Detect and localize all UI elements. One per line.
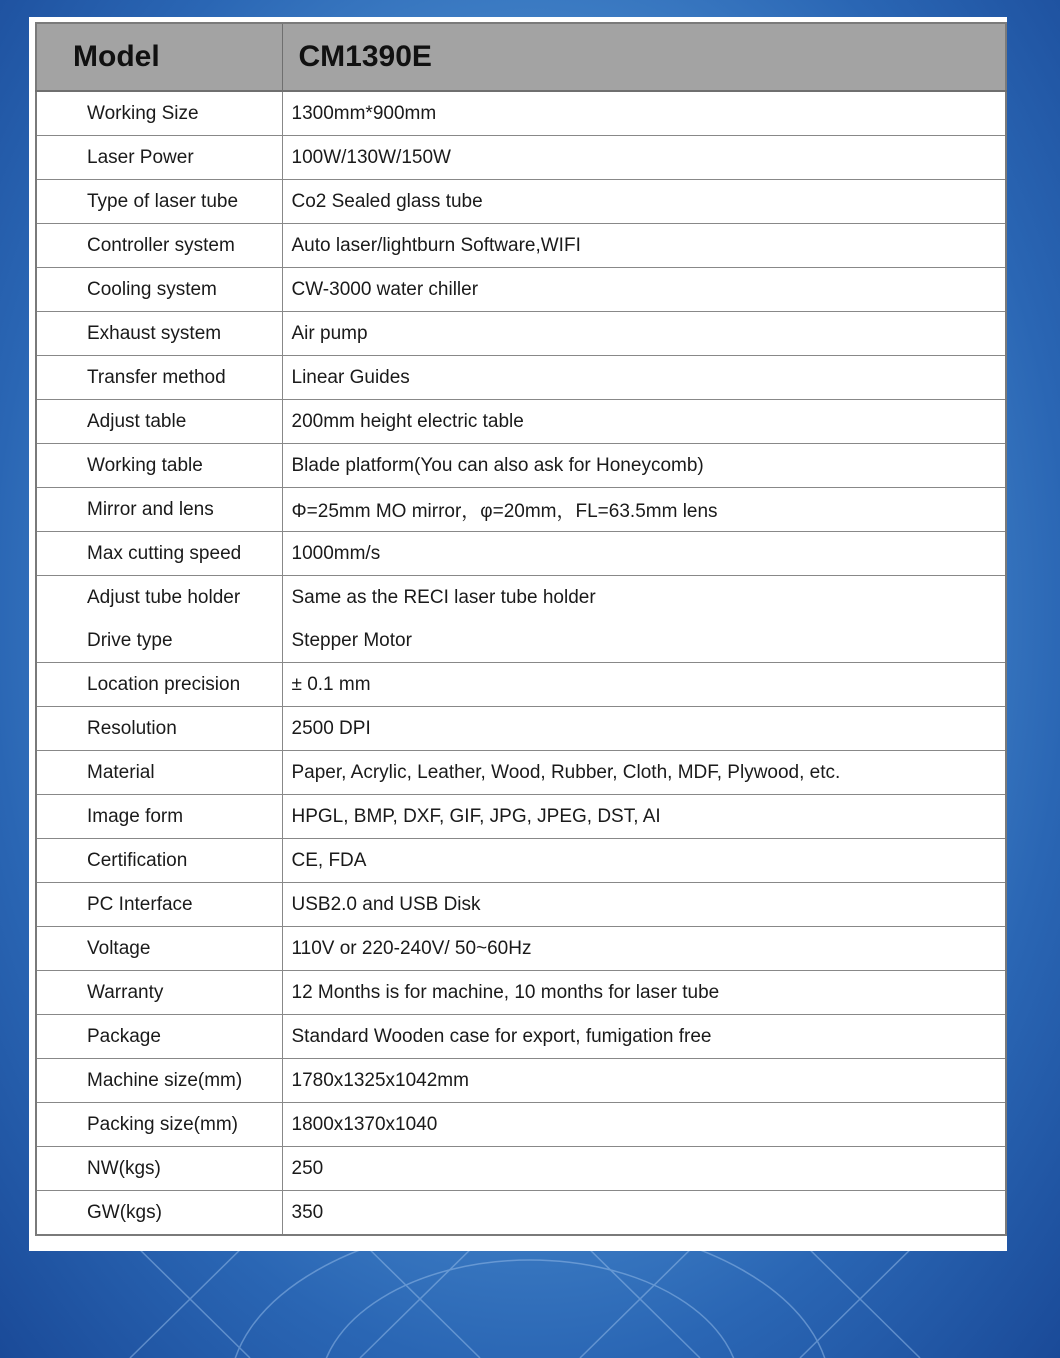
table-row: [36, 532, 1006, 576]
row-value: Air pump: [282, 312, 1006, 356]
row-value: HPGL, BMP, DXF, GIF, JPG, JPEG, DST, AI: [282, 795, 1006, 839]
row-value: USB2.0 and USB Disk: [282, 883, 1006, 927]
row-value: Φ=25mm MO mirror，φ=20mm，FL=63.5mm lens: [282, 488, 1006, 532]
table-row: [36, 488, 1006, 532]
row-label: Laser Power: [36, 136, 282, 180]
table-row: [36, 1147, 1006, 1191]
row-label: Controller system: [36, 224, 282, 268]
row-label: PC Interface: [36, 883, 282, 927]
spec-table: [35, 22, 1007, 1236]
row-value: 350: [282, 1191, 1006, 1236]
row-value: CW-3000 water chiller: [282, 268, 1006, 312]
row-value: ± 0.1 mm: [282, 663, 1006, 707]
row-label: NW(kgs): [36, 1147, 282, 1191]
row-value: Paper, Acrylic, Leather, Wood, Rubber, Cloth, MDF, Plywood, etc.: [282, 751, 1006, 795]
header-row: [36, 23, 1006, 91]
row-label: Resolution: [36, 707, 282, 751]
row-label: Working Size: [36, 91, 282, 136]
row-label: Warranty: [36, 971, 282, 1015]
row-label: Certification: [36, 839, 282, 883]
header-label: Model: [36, 23, 282, 91]
row-label: GW(kgs): [36, 1191, 282, 1236]
row-label: Adjust tube holder: [36, 576, 282, 620]
table-row: [36, 356, 1006, 400]
row-label: Image form: [36, 795, 282, 839]
table-row: [36, 136, 1006, 180]
table-row: [36, 1103, 1006, 1147]
table-row: [36, 839, 1006, 883]
row-label: Location precision: [36, 663, 282, 707]
row-value: Stepper Motor: [282, 619, 1006, 663]
row-label: Voltage: [36, 927, 282, 971]
row-label: Transfer method: [36, 356, 282, 400]
row-label: Type of laser tube: [36, 180, 282, 224]
table-row: [36, 751, 1006, 795]
table-row: [36, 268, 1006, 312]
row-label: Exhaust system: [36, 312, 282, 356]
row-value: 110V or 220-240V/ 50~60Hz: [282, 927, 1006, 971]
row-value: Blade platform(You can also ask for Honeycomb): [282, 444, 1006, 488]
row-label: Material: [36, 751, 282, 795]
row-label: Max cutting speed: [36, 532, 282, 576]
row-value: 1780x1325x1042mm: [282, 1059, 1006, 1103]
row-value: 250: [282, 1147, 1006, 1191]
row-label: Adjust table: [36, 400, 282, 444]
row-value: Standard Wooden case for export, fumigation free: [282, 1015, 1006, 1059]
row-value: 12 Months is for machine, 10 months for laser tube: [282, 971, 1006, 1015]
row-label: Cooling system: [36, 268, 282, 312]
row-label: Mirror and lens: [36, 488, 282, 532]
table-row: [36, 1059, 1006, 1103]
row-label: Drive type: [36, 619, 282, 663]
table-row: [36, 971, 1006, 1015]
row-label: Working table: [36, 444, 282, 488]
row-value: CE, FDA: [282, 839, 1006, 883]
table-row: [36, 400, 1006, 444]
table-row: [36, 576, 1006, 620]
table-row: [36, 1191, 1006, 1236]
table-row: [36, 91, 1006, 136]
table-row: [36, 663, 1006, 707]
table-row: [36, 312, 1006, 356]
table-row: [36, 224, 1006, 268]
table-row: [36, 883, 1006, 927]
row-value: 100W/130W/150W: [282, 136, 1006, 180]
table-row: [36, 180, 1006, 224]
table-row: [36, 927, 1006, 971]
table-row: [36, 619, 1006, 663]
header-model: CM1390E: [282, 23, 1006, 91]
row-value: Auto laser/lightburn Software,WIFI: [282, 224, 1006, 268]
row-value: Same as the RECI laser tube holder: [282, 576, 1006, 620]
row-value: Linear Guides: [282, 356, 1006, 400]
table-row: [36, 707, 1006, 751]
table-row: [36, 1015, 1006, 1059]
row-label: Machine size(mm): [36, 1059, 282, 1103]
row-value: 1000mm/s: [282, 532, 1006, 576]
table-row: [36, 795, 1006, 839]
row-value: 2500 DPI: [282, 707, 1006, 751]
row-label: Package: [36, 1015, 282, 1059]
background-pattern: [0, 1240, 1060, 1358]
row-value: 1300mm*900mm: [282, 91, 1006, 136]
table-row: [36, 444, 1006, 488]
row-label: Packing size(mm): [36, 1103, 282, 1147]
row-value: Co2 Sealed glass tube: [282, 180, 1006, 224]
row-value: 1800x1370x1040: [282, 1103, 1006, 1147]
row-value: 200mm height electric table: [282, 400, 1006, 444]
